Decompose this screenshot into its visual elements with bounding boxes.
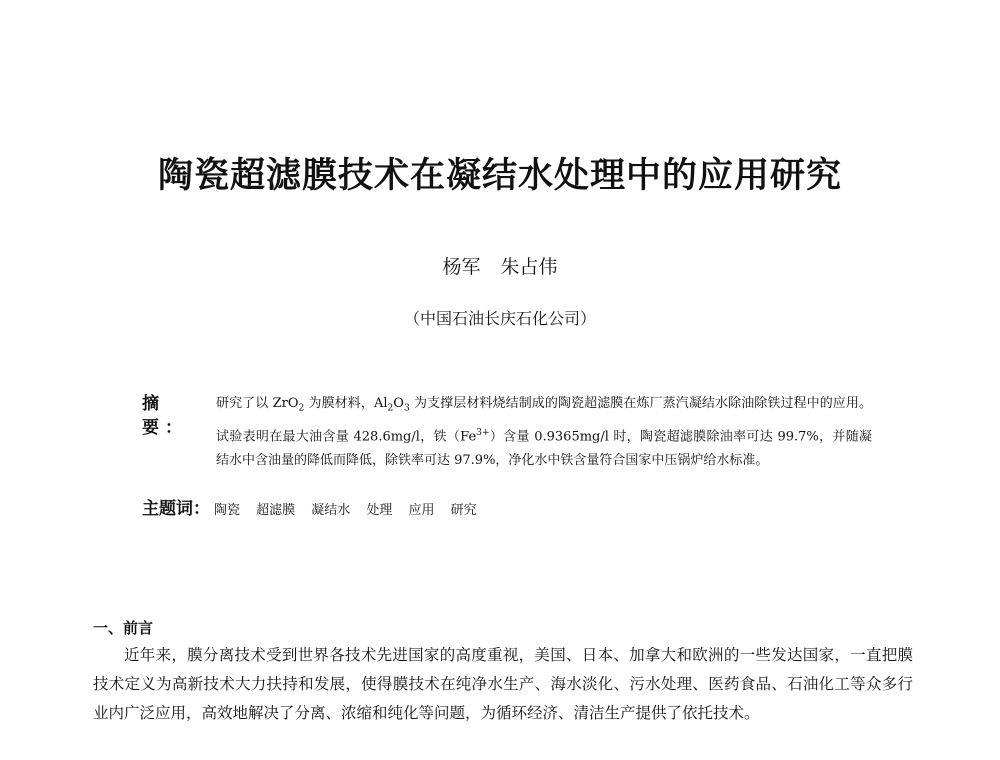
abstract-sup-1: 3+ <box>476 427 490 438</box>
abstract-sub-1: 2 <box>298 403 305 414</box>
abstract-text <box>216 392 872 473</box>
keywords <box>142 497 872 523</box>
abstract-sub-2: 2 <box>387 403 394 414</box>
abstract-part-1: 研究了以 ZrO <box>216 396 299 411</box>
authors: 杨军 朱占伟 <box>442 256 558 278</box>
abstract-sub-3: 3 <box>403 403 410 414</box>
paper-title: 陶瓷超滤膜技术在凝结水处理中的应用研究 <box>157 156 842 196</box>
section-heading: 一、前言 <box>93 619 154 637</box>
keywords-text: 陶瓷 超滤膜 凝结水 处理 应用 研究 <box>214 503 477 518</box>
abstract-part-4: 为支撑层材料烧结制成的陶瓷超滤膜在炼厂蒸汽凝结水除油除铁过程中的应用。试验表明在最大油含量 428.6mg/l，铁（Fe <box>216 396 872 444</box>
abstract-part-2: 为膜材料，Al <box>304 396 388 411</box>
abstract <box>142 392 872 473</box>
affiliation: （中国石油长庆石化公司） <box>403 309 596 328</box>
abstract-label: 摘 要： <box>142 394 188 438</box>
keywords-label: 主题词： <box>142 499 210 519</box>
abstract-part-3: O <box>393 396 404 411</box>
section-paragraph: 近年来，膜分离技术受到世界各技术先进国家的高度重视，美国、日本、加拿大和欧洲的一些发达国家，一直把膜技术定义为高新技术大力扶持和发展，使得膜技术在纯净水生产、海水淡化、污水处理、医药食品、石油化工等众多行业内广泛应用，高效地解决了分离、浓缩和纯化等问题，为循环经济、清洁生产提供了依托技术。 <box>93 646 913 722</box>
abstract-part-5: ）含量 0.9365mg/l 时，陶瓷超滤膜除油率可达 99.7%，并随凝结水中含油量的降低而降低，除铁率可达 97.9%，净化水中铁含量符合国家中压锅炉给水标准。 <box>216 428 872 468</box>
